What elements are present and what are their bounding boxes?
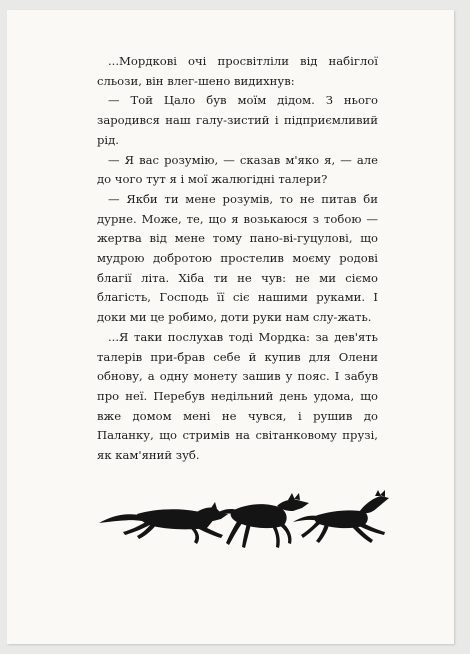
book-page xyxy=(7,10,454,644)
paragraph: — Якби ти мене розумів, то не питав би дурне. Може, те, що я возькаюся з тобою — жертва від мене тому пано-ві-гуцулові, що мудрою добротою простелив моєму родові благії літа. Хіба ти не чув: не ми сіємо благість, Господь її сіє нашими руками. І доки ми це робимо, доти руки нам слу-жать. xyxy=(97,191,378,325)
paragraph: ...Мордкові очі просвітліли від набіглої сльози, він влег-шено видихнув: xyxy=(97,54,378,88)
paragraph: — Я вас розумію, — сказав м'яко я, — але до чого тут я і мої жалюгідні талери? xyxy=(97,152,378,187)
body-text xyxy=(97,52,378,466)
paragraph: — Той Цало був моїм дідом. З нього зародився наш галу-зистий і підприємливий рід. xyxy=(97,93,378,147)
wolf-middle xyxy=(215,493,309,548)
paragraph: ...Я таки послухав тоді Мордка: за дев'ять талерів при-брав себе й купив для Олени обнову, а одну монету зашив у пояс. І забув про неї. Перебув недільний день удома, що вже домом мені не чувся, і рушив до Паланку, що стримів на світанковому прузі, як кам'яний зуб. xyxy=(97,329,378,463)
wolves-illustration xyxy=(97,490,397,556)
wolf-left xyxy=(99,502,228,544)
wolf-right xyxy=(293,490,389,543)
running-wolves-icon xyxy=(97,490,397,556)
